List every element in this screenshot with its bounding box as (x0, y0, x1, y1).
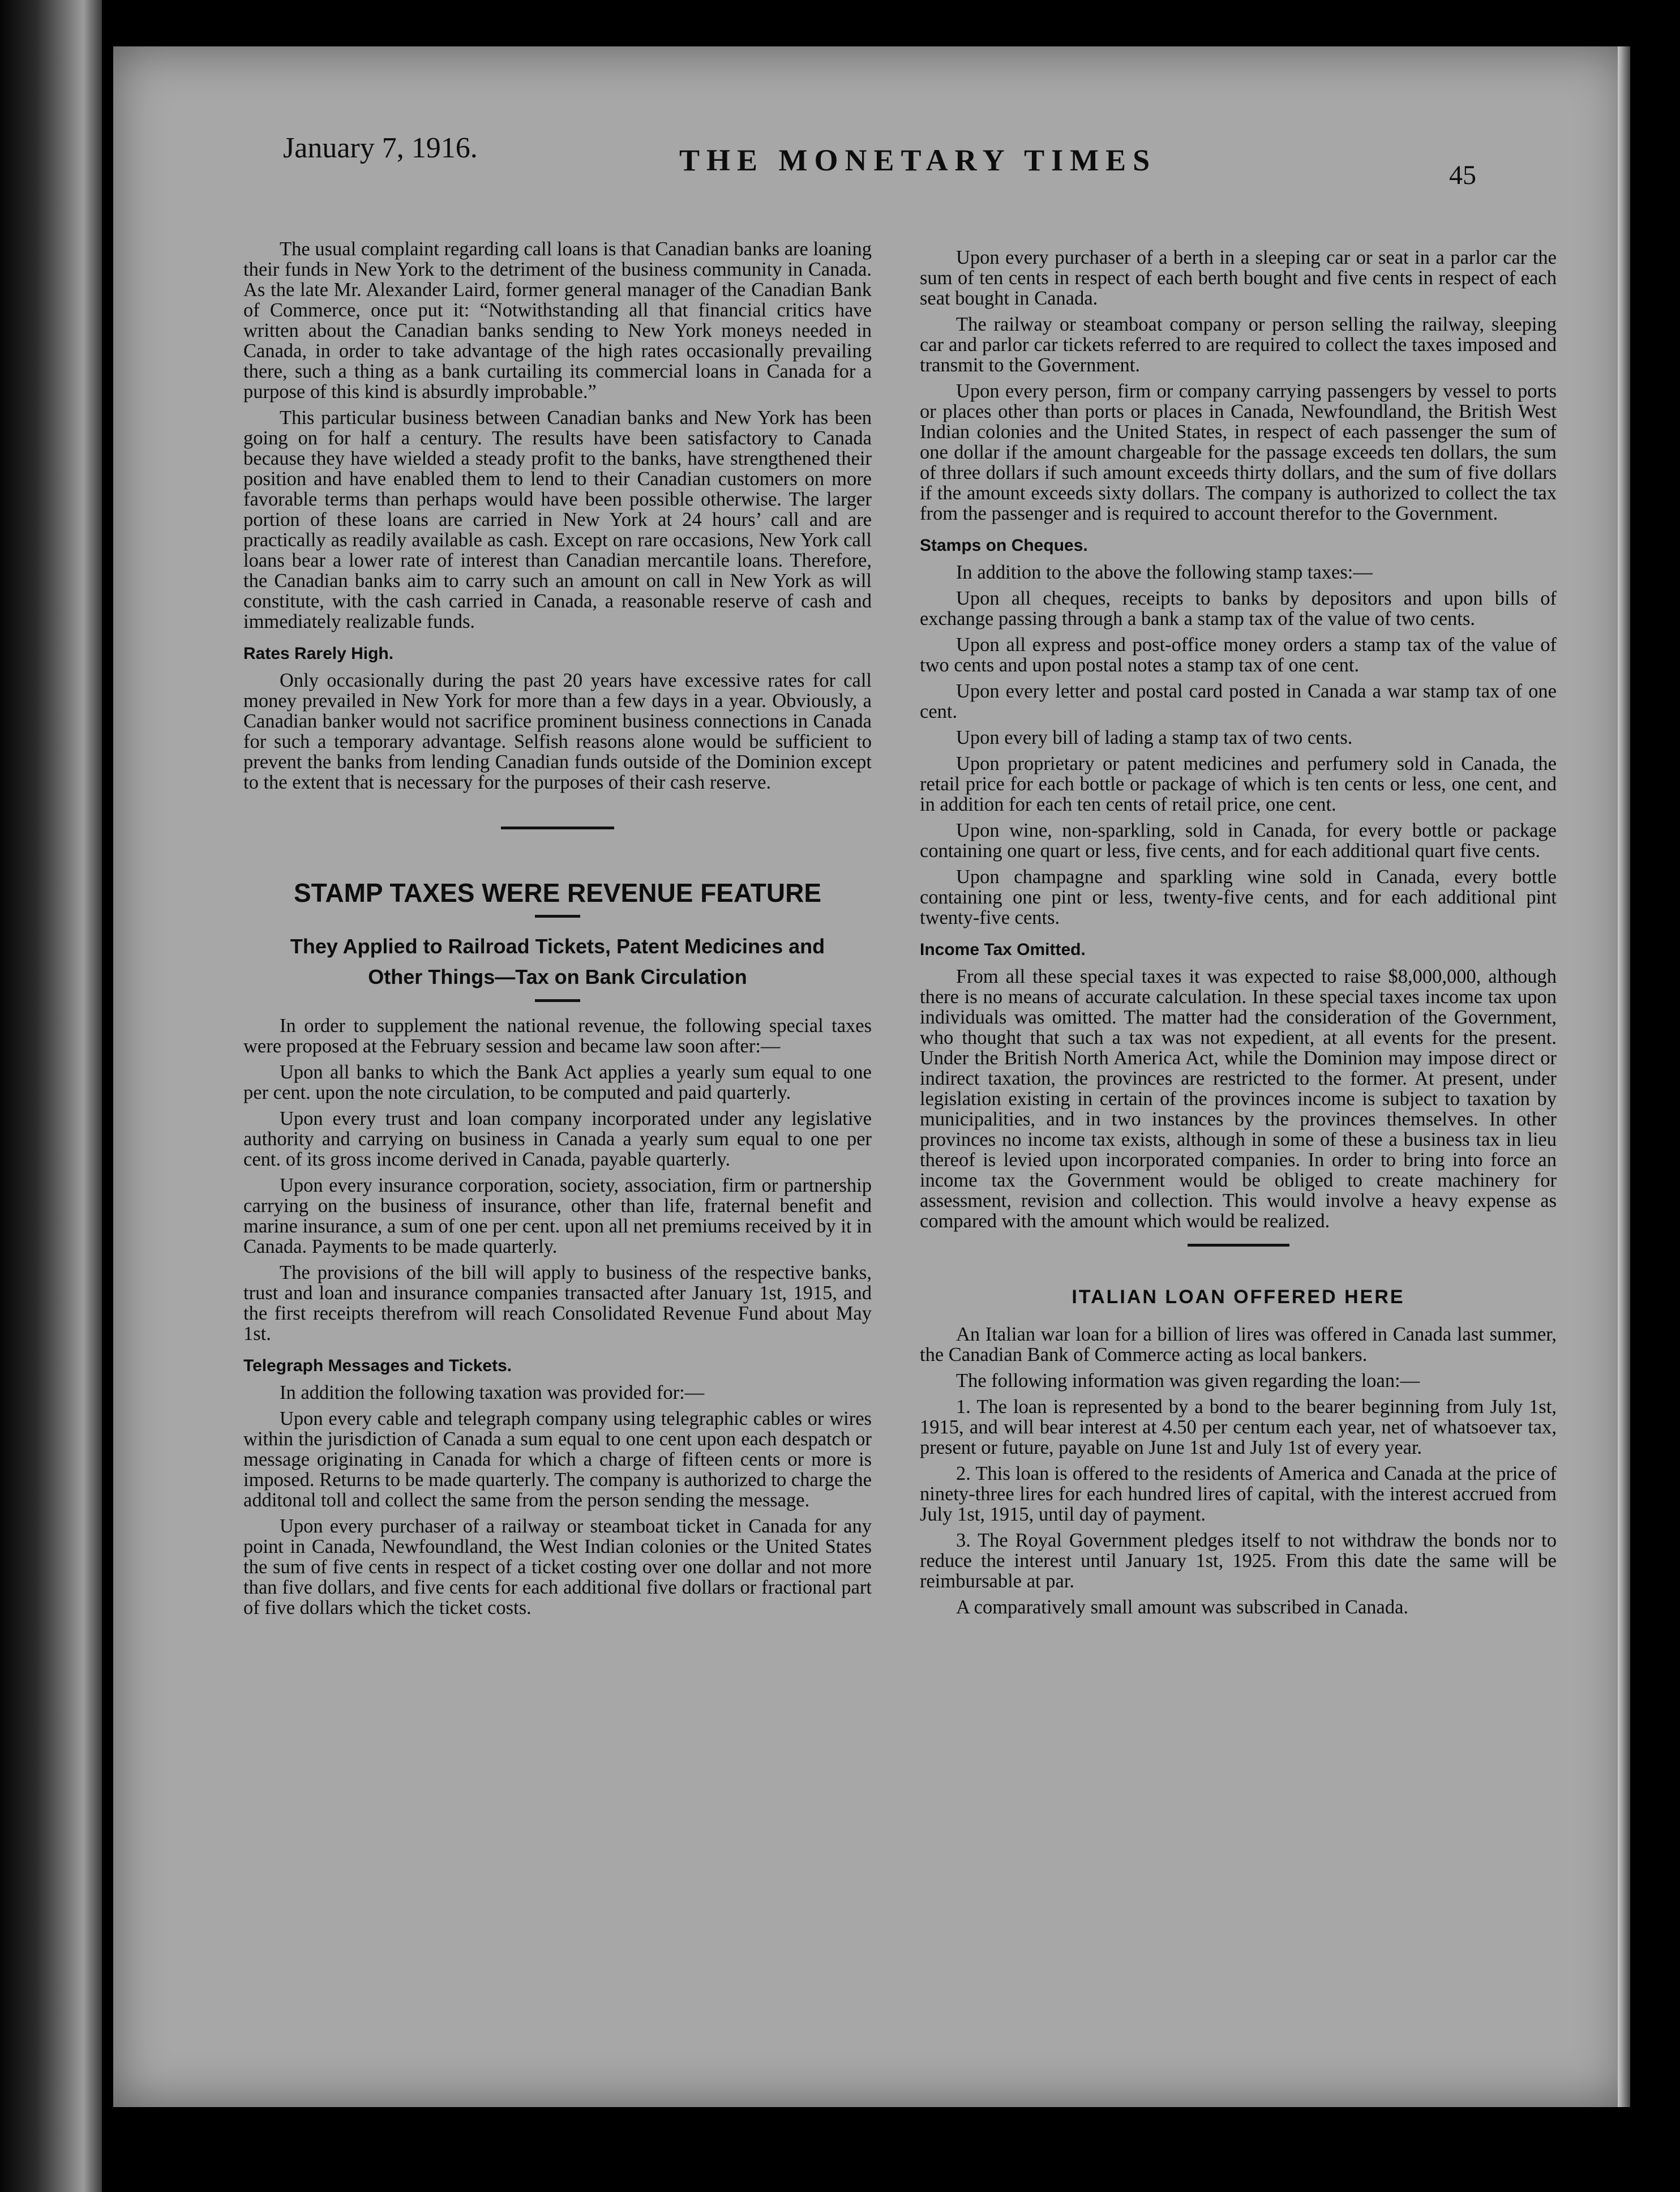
article-paragraph: Upon wine, non-sparkling, sold in Canada, for every bottle or package containing one quart or less, five cents, and for each additional quart five cents. (920, 820, 1557, 862)
article-paragraph: The usual complaint regarding call loans is that Canadian banks are loaning their funds in New York to the detriment of the business community in Canada. As the late Mr. Alexander Laird, former general manager of the Canadian Bank of Commerce, once put it: “Notwithstanding all that financial critics have written about the Canadian banks sending to New York moneys needed in Canada, in order to take advantage of the high rates occasionally prevailing there, such a thing as a bank curtailing its commercial loans in Canada for a purpose of this kind is absurdly improbable.” (243, 238, 872, 403)
right-column (920, 247, 1557, 1623)
article-paragraph: The following information was given regarding the loan:— (956, 1370, 1420, 1392)
article-paragraph: Upon proprietary or patent medicines and perfumery sold in Canada, the retail price for each bottle or package of which is ten cents or less, one cent, and in addition for each ten cents of retail price, one cent. (920, 753, 1557, 815)
article-paragraph: Upon every bill of lading a stamp tax of two cents. (956, 727, 1353, 748)
section-subheading: Rates Rarely High. (243, 644, 394, 663)
article-paragraph: 3. The Royal Government pledges itself to not withdraw the bonds nor to reduce the interest until January 1st, 1925. From this date the same will be reimbursable at par. (920, 1530, 1557, 1592)
article-paragraph: Upon every insurance corporation, society, association, firm or partnership carrying on the business of insurance, other than life, fraternal benefit and marine insurance, a sum of one per cent. upon all net premiums received by it in Canada. Payments to be made quarterly. (243, 1175, 872, 1257)
section-subheading: Telegraph Messages and Tickets. (243, 1356, 512, 1375)
section-subheading: Stamps on Cheques. (920, 536, 1088, 555)
article-subheadline-line2: Other Things—Tax on Bank Circulation (368, 965, 747, 988)
article-paragraph: In order to supplement the national revenue, the following special taxes were proposed at the February session and became law soon after:— (243, 1015, 872, 1057)
article-paragraph: 2. This loan is offered to the residents of America and Canada at the price of ninety-three lires for each hundred lires of capital, with the interest accrued from July 1st, 1915, until day of payment. (920, 1463, 1557, 1525)
article-paragraph: Upon every trust and loan company incorporated under any legislative authority and carrying on business in Canada a yearly sum equal to one per cent. of its gross income derived in Canada, payable quarterly. (243, 1108, 872, 1170)
section-divider (1188, 1244, 1289, 1247)
article-paragraph: Upon all cheques, receipts to banks by depositors and upon bills of exchange passing through a bank a stamp tax of the value of two cents. (920, 588, 1557, 630)
subheadline-rule (535, 999, 580, 1002)
article-subheadline-line1: They Applied to Railroad Tickets, Patent Medicines and (290, 935, 825, 958)
book-gutter (0, 0, 102, 2192)
header-date: January 7, 1916. (283, 132, 478, 164)
article-headline: STAMP TAXES WERE REVENUE FEATURE (293, 878, 822, 907)
left-column (243, 239, 872, 1624)
article-paragraph: In addition the following taxation was provided for:— (280, 1382, 705, 1403)
article-paragraph: From all these special taxes it was expected to raise $8,000,000, although there is no means of accurate calculation. In these special taxes income tax upon individuals was omitted. The matter had the consideration of the Government, who thought that such a tax was not expedient, at all events for the present. Under the British North America Act, while the Dominion may impose direct or indirect taxation, the provinces are restricted to the former. At present, under legislation existing in certain of the provinces income is subject to taxation by municipalities, and in two instances by the provinces themselves. In other provinces no income tax exists, although in some of these a business tax in lieu thereof is levied upon incorporated companies. In order to bring into force an income tax the Government would be obliged to create machinery for assessment, revision and collection. This would involve a heavy expense as compared with the amount which would be realized. (920, 966, 1557, 1232)
article-paragraph: Upon all banks to which the Bank Act applies a yearly sum equal to one per cent. upon the note circulation, to be computed and paid quarterly. (243, 1061, 872, 1103)
article-paragraph: The railway or steamboat company or person selling the railway, sleeping car and parlor car tickets referred to are required to collect the taxes imposed and transmit to the Government. (920, 314, 1557, 376)
article-paragraph: In addition to the above the following stamp taxes:— (956, 562, 1373, 583)
article-paragraph: An Italian war loan for a billion of lires was offered in Canada last summer, the Canadian Bank of Commerce acting as local bankers. (920, 1324, 1557, 1365)
article-headline: ITALIAN LOAN OFFERED HERE (1072, 1286, 1405, 1308)
section-divider (501, 827, 614, 829)
article-paragraph: This particular business between Canadian banks and New York has been going on for half a century. The results have been satisfactory to Canada because they have wielded a steady profit to the banks, have strengthened their position and have enabled them to lend to their Canadian customers on more favorable terms than perhaps would have been possible otherwise. The larger portion of these loans are carried in New York at 24 hours’ call and are practically as readily available as cash. Except on rare occasions, New York call loans bear a lower rate of interest than Canadian mercantile loans. Therefore, the Canadian banks aim to carry such an amount on call in New York as will constitute, with the cash carried in Canada, a reasonable reserve of cash and immediately realizable funds. (243, 407, 872, 632)
article-paragraph: Upon every person, firm or company carrying passengers by vessel to ports or places other than ports or places in Canada, Newfoundland, the British West Indian colonies and the United States, in respect of each passenger the sum of one dollar if the amount chargeable for the passage exceeds ten dollars, the sum of three dollars if such amount exceeds thirty dollars, and the sum of five dollars if the amount exceeds sixty dollars. The company is authorized to collect the tax from the passenger and is required to account therefor to the Government. (920, 380, 1557, 524)
article-paragraph: Upon all express and post-office money orders a stamp tax of the value of two cents and upon postal notes a stamp tax of one cent. (920, 634, 1557, 676)
article-paragraph: 1. The loan is represented by a bond to the bearer beginning from July 1st, 1915, and will bear interest at 4.50 per centum each year, net of whatsoever tax, present or future, payable on June 1st and July 1st of every year. (920, 1396, 1557, 1458)
masthead-title: THE MONETARY TIMES (679, 143, 1157, 177)
article-paragraph: Upon every cable and telegraph company using telegraphic cables or wires within the jurisdiction of Canada a sum equal to one cent upon each despatch or message originating in Canada for which a charge of fifteen cents or more is imposed. Returns to be made quarterly. The company is authorized to charge the additonal toll and collect the same from the person sending the message. (243, 1408, 872, 1511)
article-paragraph: A comparatively small amount was subscribed in Canada. (956, 1596, 1409, 1618)
article-paragraph: Upon every letter and postal card posted in Canada a war stamp tax of one cent. (920, 680, 1557, 722)
section-subheading: Income Tax Omitted. (920, 940, 1086, 959)
article-paragraph: Upon every purchaser of a berth in a sleeping car or seat in a parlor car the sum of ten cents in respect of each berth bought and five cents in respect of each seat bought in Canada. (920, 247, 1557, 309)
page-edge-shadow (1618, 46, 1630, 2107)
page-number: 45 (1449, 160, 1476, 190)
article-paragraph: Upon every purchaser of a railway or steamboat ticket in Canada for any point in Canada, Newfoundland, the West Indian colonies or the United States the sum of five cents in respect of a ticket costing over one dollar and not more than five dollars, and five cents for each additional five dollars or fractional part of five dollars which the ticket costs. (243, 1515, 872, 1619)
newspaper-page (113, 46, 1630, 2107)
article-paragraph: Upon champagne and sparkling wine sold in Canada, every bottle containing one pint or less, twenty-five cents, and for each additional pint twenty-five cents. (920, 866, 1557, 928)
article-paragraph: Only occasionally during the past 20 years have excessive rates for call money prevailed in New York for more than a few days in a year. Obviously, a Canadian banker would not sacrifice prominent business connections in Canada for such a temporary advantage. Selfish reasons alone would be sufficient to prevent the banks from lending Canadian funds outside of the Dominion except to the extent that is necessary for the purposes of their cash reserve. (243, 670, 872, 793)
headline-rule (535, 915, 580, 918)
article-paragraph: The provisions of the bill will apply to business of the respective banks, trust and loan and insurance companies transacted after January 1st, 1915, and the first receipts therefrom will reach Consolidated Revenue Fund about May 1st. (243, 1262, 872, 1345)
